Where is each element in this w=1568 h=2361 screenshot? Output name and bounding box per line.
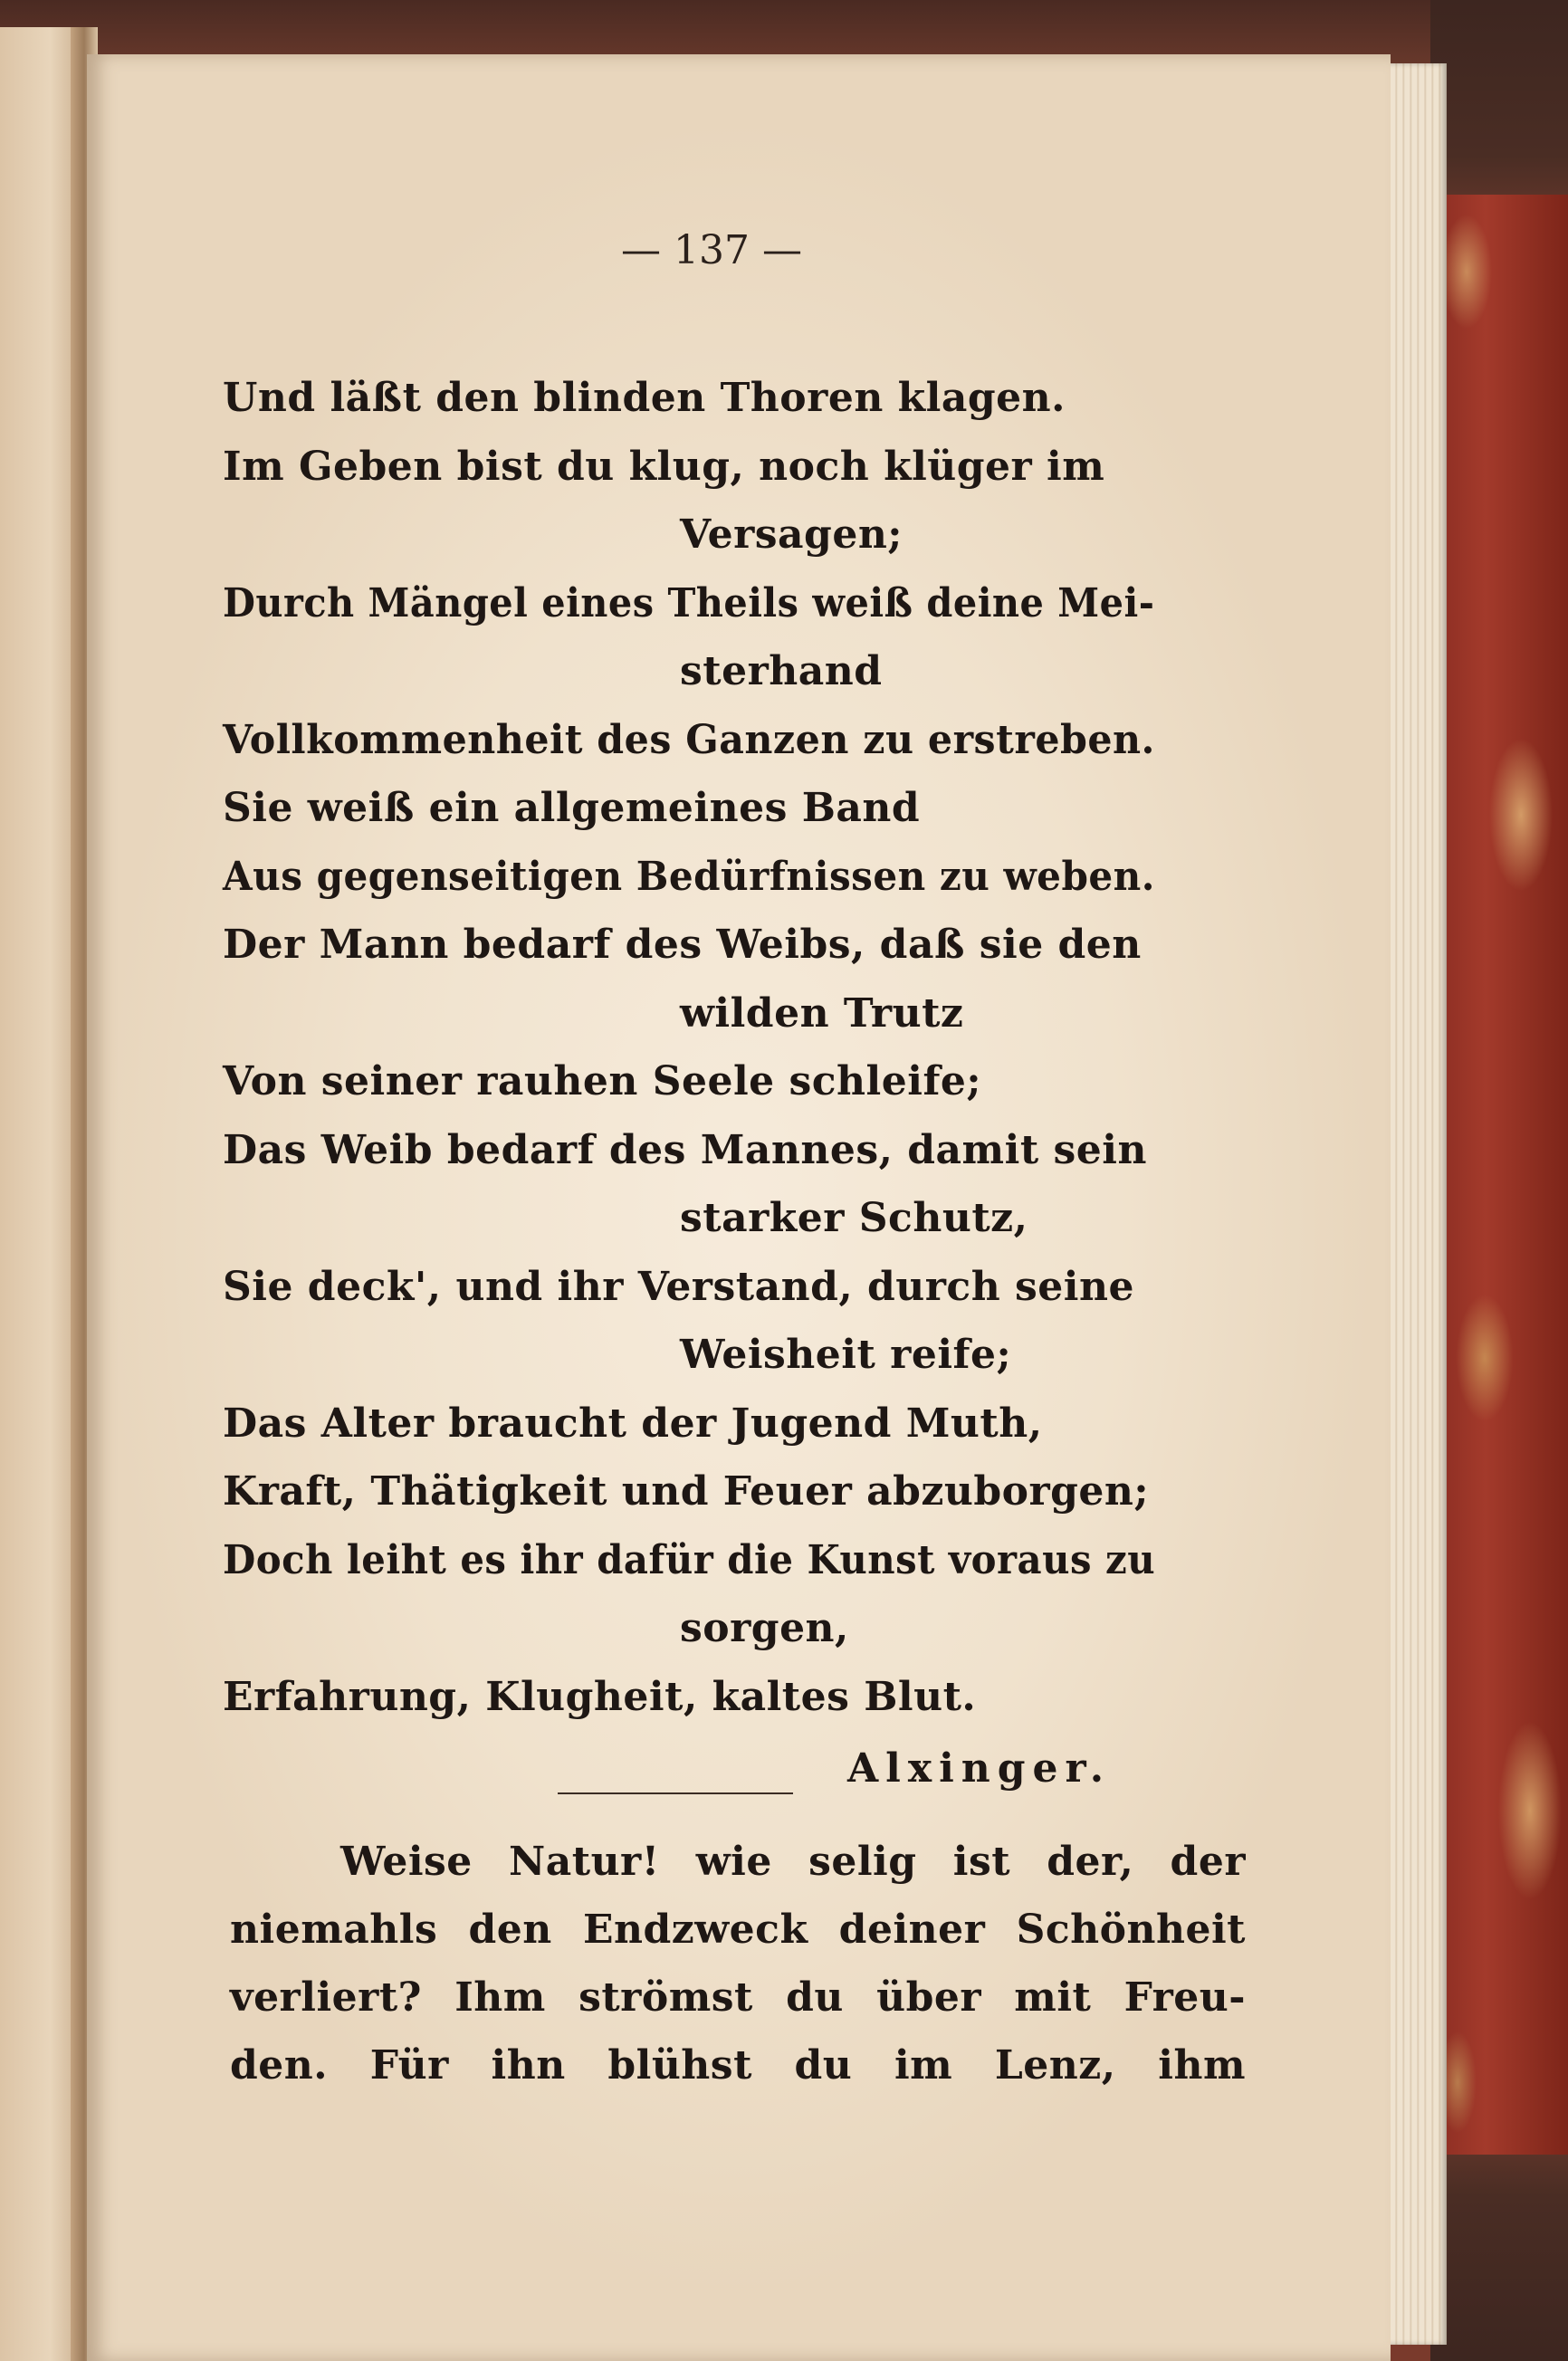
- verse-line: Durch Mängel eines Theils weiß deine Mei-: [223, 579, 1155, 626]
- cover-corner-top: [1430, 0, 1568, 195]
- book-page: [87, 54, 1391, 2361]
- verse-line: Kraft, Thätigkeit und Feuer abzuborgen;: [223, 1468, 1150, 1515]
- verse-line: Aus gegenseitigen Bedürfnissen zu weben.: [223, 853, 1155, 900]
- verse-line: Im Geben bist du klug, noch klüger im: [223, 443, 1105, 490]
- verse-line: Sie deck', und ihr Verstand, durch seine: [223, 1263, 1134, 1310]
- verse-line-continuation: starker Schutz,: [680, 1195, 1028, 1241]
- prose-line: verliert? Ihm strömst du über mit Freu-: [230, 1974, 1246, 2021]
- verse-line-continuation: wilden Trutz: [680, 989, 964, 1037]
- prose-line: Weise Natur! wie selig ist der, der: [340, 1839, 1246, 1885]
- author-signature: Alxinger.: [847, 1745, 1112, 1792]
- verse-line: Das Alter braucht der Jugend Muth,: [223, 1400, 1043, 1447]
- prose-line: niemahls den Endzweck deiner Schönheit: [230, 1907, 1246, 1953]
- verse-line-continuation: sorgen,: [680, 1605, 849, 1651]
- marbled-cover-board: [1430, 0, 1568, 2361]
- verse-line-continuation: sterhand: [680, 648, 883, 694]
- verse-line: Doch leiht es ihr dafür die Kunst voraus zu: [223, 1536, 1156, 1583]
- section-divider: [558, 1792, 793, 1794]
- verse-line-continuation: Versagen;: [680, 511, 904, 558]
- verse-line: Von seiner rauhen Seele schleife;: [223, 1058, 982, 1104]
- verse-line: Erfahrung, Klugheit, kaltes Blut.: [223, 1673, 977, 1720]
- verse-line: Der Mann bedarf des Weibs, daß sie den: [223, 922, 1142, 968]
- page-number: — 137 —: [621, 227, 802, 273]
- verse-line: Vollkommenheit des Ganzen zu erstreben.: [223, 716, 1155, 763]
- cover-corner-bottom: [1430, 2155, 1568, 2361]
- verse-line-continuation: Weisheit reife;: [680, 1332, 1012, 1378]
- verse-line: Das Weib bedarf des Mannes, damit sein: [223, 1126, 1147, 1173]
- prose-line: den. Für ihn blühst du im Lenz, ihm: [230, 2042, 1246, 2089]
- verse-line: Und läßt den blinden Thoren klagen.: [223, 375, 1066, 421]
- verse-line: Sie weiß ein allgemeines Band: [223, 785, 921, 831]
- page-block-edges: [1383, 63, 1447, 2345]
